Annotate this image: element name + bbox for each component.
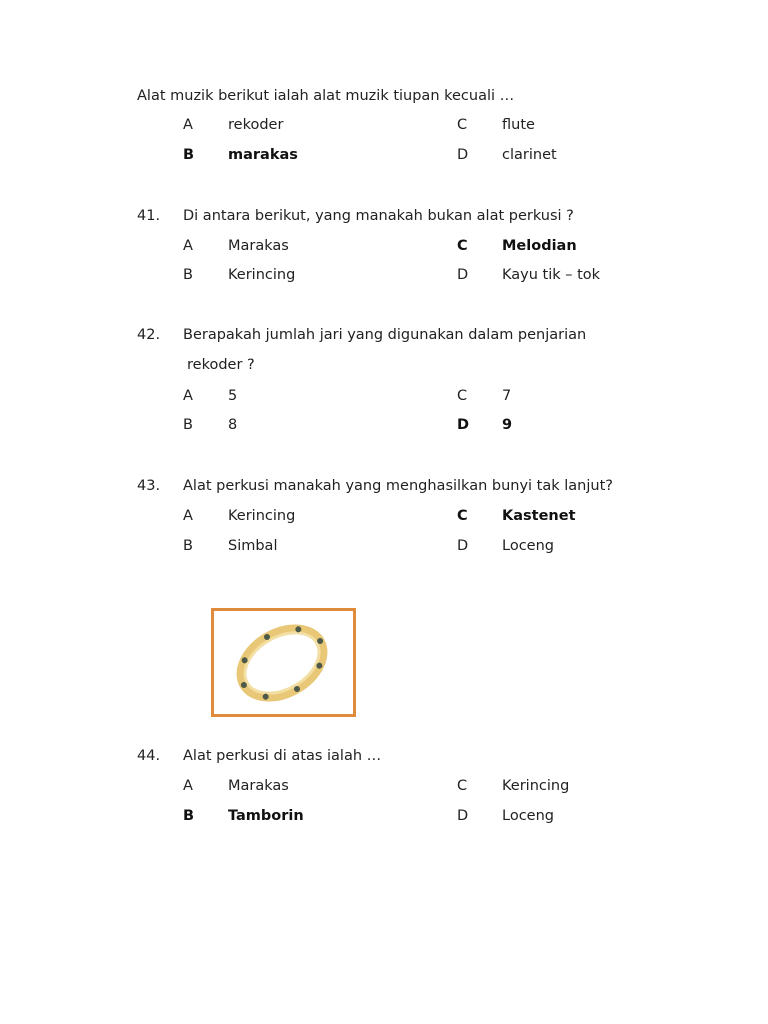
option-letter-answer: C [457, 238, 468, 254]
option-letter-answer: B [183, 147, 195, 163]
option-letter: D [457, 808, 469, 824]
option-text-answer: marakas [228, 147, 298, 163]
option-text: Marakas [228, 238, 289, 254]
tambourine-image [211, 608, 356, 717]
question-number: 44. [137, 748, 161, 764]
option-text: clarinet [502, 147, 557, 163]
option-letter: C [457, 117, 468, 133]
option-letter: B [183, 417, 193, 433]
option-letter: A [183, 778, 193, 794]
option-text: 8 [228, 417, 238, 433]
question-40-text: Alat muzik berikut ialah alat muzik tiupan kecuali … [137, 88, 515, 104]
option-letter: A [183, 117, 193, 133]
option-text: Marakas [228, 778, 289, 794]
option-letter: A [183, 508, 193, 524]
option-text: Kayu tik – tok [502, 267, 601, 283]
question-number: 41. [137, 208, 161, 224]
option-text-answer: Tamborin [228, 808, 304, 824]
option-letter-answer: B [183, 808, 195, 824]
option-text: Simbal [228, 538, 278, 554]
option-letter: B [183, 267, 193, 283]
option-text: Loceng [502, 538, 554, 554]
question-43-text: Alat perkusi manakah yang menghasilkan bunyi tak lanjut? [183, 478, 613, 494]
option-text: rekoder [228, 117, 284, 133]
option-letter: C [457, 778, 468, 794]
option-text: 5 [228, 388, 238, 404]
option-text: Kerincing [228, 508, 296, 524]
option-text: 7 [502, 388, 512, 404]
option-letter: A [183, 238, 193, 254]
option-letter: D [457, 267, 469, 283]
option-text: Loceng [502, 808, 554, 824]
question-41-text: Di antara berikut, yang manakah bukan alat perkusi ? [183, 208, 574, 224]
option-text-answer: Kastenet [502, 508, 576, 524]
option-letter: B [183, 538, 193, 554]
question-42-text-continued: rekoder ? [187, 357, 255, 373]
option-letter: A [183, 388, 193, 404]
option-letter: D [457, 147, 469, 163]
option-text: Kerincing [502, 778, 570, 794]
option-text-answer: Melodian [502, 238, 577, 254]
option-text: flute [502, 117, 535, 133]
option-letter-answer: D [457, 417, 470, 433]
question-number: 42. [137, 327, 161, 343]
tambourine-icon [214, 611, 353, 714]
option-text-answer: 9 [502, 417, 513, 433]
question-42-text: Berapakah jumlah jari yang digunakan dalam penjarian [183, 327, 587, 343]
option-letter: D [457, 538, 469, 554]
question-44-text: Alat perkusi di atas ialah … [183, 748, 382, 764]
question-number: 43. [137, 478, 161, 494]
option-text: Kerincing [228, 267, 296, 283]
option-letter-answer: C [457, 508, 468, 524]
option-letter: C [457, 388, 468, 404]
